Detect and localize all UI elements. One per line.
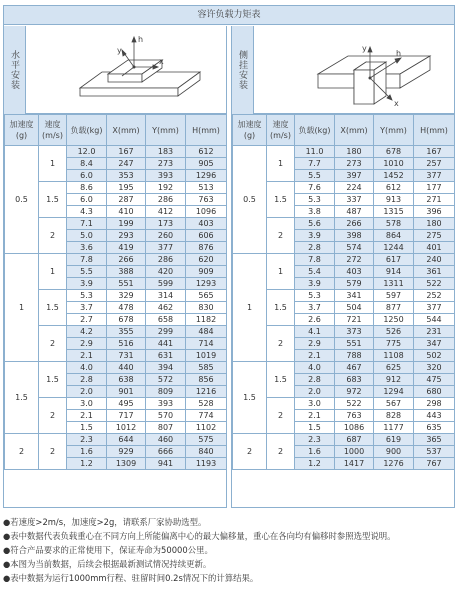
note-item: ●表中数据代表负载重心在不同方向上所能偏离中心的最大偏移量，重心在各向均有偏移时参照选型说明。	[3, 531, 396, 541]
x-cell: 287	[107, 194, 146, 206]
x-cell: 1086	[335, 422, 374, 434]
table-row	[233, 254, 455, 266]
table-row	[233, 434, 455, 446]
speed-cell: 1	[39, 146, 67, 182]
table-row	[5, 290, 227, 302]
load-cell: 4.3	[67, 206, 107, 218]
h-cell: 635	[414, 422, 455, 434]
h-cell: 544	[414, 314, 455, 326]
h-cell: 502	[414, 350, 455, 362]
x-cell: 410	[107, 206, 146, 218]
x-cell: 763	[335, 410, 374, 422]
y-cell: 877	[374, 302, 414, 314]
table-row	[233, 218, 455, 230]
table-row	[5, 362, 227, 374]
h-cell: 767	[414, 458, 455, 470]
h-cell: 714	[186, 338, 227, 350]
x-cell: 1000	[335, 446, 374, 458]
x-cell: 495	[107, 398, 146, 410]
speed-cell: 2	[267, 434, 295, 470]
h-cell: 763	[186, 194, 227, 206]
load-cell: 7.8	[67, 254, 107, 266]
x-cell: 224	[335, 182, 374, 194]
y-cell: 912	[374, 374, 414, 386]
load-cell: 2.1	[67, 350, 107, 362]
speed-cell: 1.5	[39, 182, 67, 218]
y-cell: 1108	[374, 350, 414, 362]
accel-cell: 2	[5, 434, 39, 470]
h-cell: 475	[414, 374, 455, 386]
load-cell: 5.5	[67, 266, 107, 278]
y-cell: 1311	[374, 278, 414, 290]
speed-cell: 1.5	[267, 290, 295, 326]
y-cell: 678	[374, 146, 414, 158]
load-cell: 5.4	[295, 266, 335, 278]
x-cell: 373	[335, 326, 374, 338]
x-cell: 266	[107, 254, 146, 266]
col-h: H(mm)	[186, 115, 227, 146]
col-x: X(mm)	[107, 115, 146, 146]
load-cell: 3.8	[295, 206, 335, 218]
horizontal-mount-label: 水平安装	[4, 26, 26, 114]
y-cell: 1315	[374, 206, 414, 218]
y-cell: 599	[146, 278, 186, 290]
h-cell: 484	[186, 326, 227, 338]
h-cell: 377	[414, 302, 455, 314]
load-cell: 3.7	[67, 302, 107, 314]
x-cell: 467	[335, 362, 374, 374]
h-cell: 275	[414, 230, 455, 242]
load-cell: 2.9	[295, 338, 335, 350]
table-row	[233, 182, 455, 194]
horizontal-mount-panel	[4, 26, 226, 508]
h-cell: 377	[414, 170, 455, 182]
y-cell: 941	[146, 458, 186, 470]
speed-cell: 2	[39, 398, 67, 434]
table-row	[5, 182, 227, 194]
y-cell: 460	[146, 434, 186, 446]
h-cell: 320	[414, 362, 455, 374]
x-cell: 551	[335, 338, 374, 350]
x-axis-label: x	[159, 57, 164, 66]
y-cell: 900	[374, 446, 414, 458]
table-row	[5, 218, 227, 230]
y-cell: 393	[146, 170, 186, 182]
x-cell: 721	[335, 314, 374, 326]
load-cell: 7.6	[295, 182, 335, 194]
load-cell: 4.2	[67, 326, 107, 338]
x-cell: 1012	[107, 422, 146, 434]
y-cell: 913	[374, 194, 414, 206]
load-cell: 11.0	[295, 146, 335, 158]
x-cell: 388	[107, 266, 146, 278]
col-y: Y(mm)	[146, 115, 186, 146]
h-cell: 403	[186, 218, 227, 230]
y-cell: 666	[146, 446, 186, 458]
horizontal-mount-diagram	[30, 26, 226, 114]
x-cell: 293	[107, 230, 146, 242]
x-cell: 341	[335, 290, 374, 302]
x-cell: 717	[107, 410, 146, 422]
col-load: 负载(kg)	[295, 115, 335, 146]
note-item: ●若速度>2m/s，加速度>2g，请联系厂家协助选型。	[3, 517, 207, 527]
x-cell: 355	[107, 326, 146, 338]
load-cell: 1.6	[67, 446, 107, 458]
x-cell: 551	[107, 278, 146, 290]
accel-cell: 1.5	[5, 362, 39, 434]
col-load: 负载(kg)	[67, 115, 107, 146]
col-speed: 速度 (m/s)	[267, 115, 295, 146]
x-cell: 683	[335, 374, 374, 386]
load-cell: 3.9	[67, 278, 107, 290]
y-cell: 1250	[374, 314, 414, 326]
load-cell: 2.1	[67, 410, 107, 422]
load-cell: 2.8	[67, 374, 107, 386]
table-row	[5, 398, 227, 410]
h-cell: 240	[414, 254, 455, 266]
h-cell: 513	[186, 182, 227, 194]
h-cell: 537	[414, 446, 455, 458]
x-cell: 167	[107, 146, 146, 158]
load-cell: 3.0	[67, 398, 107, 410]
load-cell: 12.0	[67, 146, 107, 158]
speed-cell: 1	[267, 254, 295, 290]
speed-cell: 2	[39, 434, 67, 470]
x-cell: 972	[335, 386, 374, 398]
load-cell: 5.3	[295, 194, 335, 206]
y-cell: 1244	[374, 242, 414, 254]
load-cell: 4.1	[295, 326, 335, 338]
load-cell: 6.0	[67, 170, 107, 182]
x-cell: 929	[107, 446, 146, 458]
x-cell: 419	[107, 242, 146, 254]
load-cell: 2.1	[295, 350, 335, 362]
x-cell: 574	[335, 242, 374, 254]
x-cell: 247	[107, 158, 146, 170]
y-cell: 625	[374, 362, 414, 374]
h-cell: 680	[414, 386, 455, 398]
col-h: H(mm)	[414, 115, 455, 146]
load-cell: 1.2	[67, 458, 107, 470]
accel-cell: 1.5	[233, 362, 267, 434]
h-cell: 1293	[186, 278, 227, 290]
table-row	[233, 326, 455, 338]
load-cell: 3.9	[295, 278, 335, 290]
x-cell: 337	[335, 194, 374, 206]
y-cell: 393	[146, 398, 186, 410]
h-axis-label: h	[396, 49, 402, 58]
col-accel: 加速度 (g)	[5, 115, 39, 146]
load-cell: 7.8	[295, 254, 335, 266]
x-cell: 478	[107, 302, 146, 314]
x-cell: 397	[335, 170, 374, 182]
x-axis-label: x	[394, 99, 399, 108]
load-cell: 1.5	[67, 422, 107, 434]
x-cell: 522	[335, 398, 374, 410]
y-cell: 809	[146, 386, 186, 398]
load-cell: 4.0	[295, 362, 335, 374]
side-mount-header	[232, 26, 454, 114]
h-cell: 830	[186, 302, 227, 314]
x-cell: 266	[335, 218, 374, 230]
h-cell: 774	[186, 410, 227, 422]
y-cell: 412	[146, 206, 186, 218]
h-cell: 856	[186, 374, 227, 386]
y-cell: 914	[374, 266, 414, 278]
y-cell: 1276	[374, 458, 414, 470]
h-cell: 231	[414, 326, 455, 338]
load-cell: 2.3	[67, 434, 107, 446]
load-cell: 2.1	[295, 410, 335, 422]
y-cell: 619	[374, 434, 414, 446]
x-cell: 487	[335, 206, 374, 218]
y-cell: 526	[374, 326, 414, 338]
x-cell: 440	[107, 362, 146, 374]
y-cell: 299	[146, 326, 186, 338]
accel-cell: 1	[233, 254, 267, 362]
y-cell: 1010	[374, 158, 414, 170]
x-cell: 403	[335, 266, 374, 278]
load-cell: 3.9	[295, 230, 335, 242]
y-cell: 578	[374, 218, 414, 230]
horizontal-mount-header	[4, 26, 226, 114]
load-cell: 7.1	[67, 218, 107, 230]
h-cell: 840	[186, 446, 227, 458]
x-cell: 398	[335, 230, 374, 242]
h-cell: 1216	[186, 386, 227, 398]
accel-cell: 2	[233, 434, 267, 470]
load-cell: 5.5	[295, 170, 335, 182]
speed-cell: 1.5	[39, 362, 67, 398]
load-moment-sheet	[3, 5, 455, 508]
y-cell: 1452	[374, 170, 414, 182]
y-cell: 286	[146, 254, 186, 266]
load-cell: 1.5	[295, 422, 335, 434]
h-cell: 167	[414, 146, 455, 158]
table-row	[5, 146, 227, 158]
load-cell: 1.2	[295, 458, 335, 470]
accel-cell: 0.5	[5, 146, 39, 254]
y-cell: 617	[374, 254, 414, 266]
h-cell: 1096	[186, 206, 227, 218]
y-cell: 420	[146, 266, 186, 278]
y-cell: 658	[146, 314, 186, 326]
h-cell: 257	[414, 158, 455, 170]
h-cell: 443	[414, 410, 455, 422]
load-cell: 6.0	[67, 194, 107, 206]
table-row	[5, 254, 227, 266]
h-cell: 909	[186, 266, 227, 278]
table-row	[233, 398, 455, 410]
col-y: Y(mm)	[374, 115, 414, 146]
y-cell: 273	[146, 158, 186, 170]
h-cell: 1019	[186, 350, 227, 362]
h-cell: 620	[186, 254, 227, 266]
x-cell: 1417	[335, 458, 374, 470]
h-cell: 528	[186, 398, 227, 410]
y-cell: 572	[146, 374, 186, 386]
h-axis-label: h	[138, 35, 144, 44]
accel-cell: 0.5	[233, 146, 267, 254]
x-cell: 516	[107, 338, 146, 350]
load-cell: 4.0	[67, 362, 107, 374]
load-cell: 5.3	[295, 290, 335, 302]
h-cell: 905	[186, 158, 227, 170]
h-cell: 252	[414, 290, 455, 302]
load-cell: 1.6	[295, 446, 335, 458]
y-cell: 394	[146, 362, 186, 374]
x-cell: 199	[107, 218, 146, 230]
side-mount-diagram	[258, 26, 454, 114]
load-cell: 7.7	[295, 158, 335, 170]
h-cell: 365	[414, 434, 455, 446]
y-axis-label: y	[117, 46, 122, 55]
x-cell: 901	[107, 386, 146, 398]
load-cell: 2.9	[67, 338, 107, 350]
speed-cell: 1	[39, 254, 67, 290]
load-cell: 2.8	[295, 374, 335, 386]
notes-list	[3, 515, 457, 585]
x-cell: 353	[107, 170, 146, 182]
y-cell: 864	[374, 230, 414, 242]
h-cell: 396	[414, 206, 455, 218]
table-row	[233, 362, 455, 374]
load-cell: 2.0	[67, 386, 107, 398]
load-cell: 5.3	[67, 290, 107, 302]
x-cell: 180	[335, 146, 374, 158]
h-cell: 565	[186, 290, 227, 302]
y-cell: 807	[146, 422, 186, 434]
note-item: ●本图为当前数据，后续会根据最新测试情况持续更新。	[3, 559, 212, 569]
speed-cell: 1.5	[267, 362, 295, 398]
y-axis-label: y	[362, 44, 367, 53]
speed-cell: 2	[39, 326, 67, 362]
x-cell: 788	[335, 350, 374, 362]
h-cell: 612	[186, 146, 227, 158]
col-accel: 加速度 (g)	[233, 115, 267, 146]
side-mount-panel	[232, 26, 454, 508]
y-cell: 260	[146, 230, 186, 242]
y-cell: 462	[146, 302, 186, 314]
load-cell: 5.0	[67, 230, 107, 242]
y-cell: 314	[146, 290, 186, 302]
y-cell: 567	[374, 398, 414, 410]
x-cell: 195	[107, 182, 146, 194]
load-cell: 2.6	[295, 314, 335, 326]
table-row	[5, 434, 227, 446]
side-mount-label: 侧挂安装	[232, 26, 254, 114]
load-cell: 2.7	[67, 314, 107, 326]
y-cell: 441	[146, 338, 186, 350]
y-cell: 775	[374, 338, 414, 350]
h-cell: 271	[414, 194, 455, 206]
speed-cell: 2	[39, 218, 67, 254]
speed-cell: 1.5	[39, 290, 67, 326]
y-cell: 612	[374, 182, 414, 194]
load-cell: 2.0	[295, 386, 335, 398]
h-cell: 876	[186, 242, 227, 254]
x-cell: 504	[335, 302, 374, 314]
col-speed: 速度 (m/s)	[39, 115, 67, 146]
load-cell: 3.6	[67, 242, 107, 254]
h-cell: 177	[414, 182, 455, 194]
h-cell: 585	[186, 362, 227, 374]
x-cell: 638	[107, 374, 146, 386]
y-cell: 1294	[374, 386, 414, 398]
y-cell: 173	[146, 218, 186, 230]
load-cell: 8.4	[67, 158, 107, 170]
load-cell: 3.7	[295, 302, 335, 314]
speed-cell: 2	[267, 218, 295, 254]
x-cell: 273	[335, 158, 374, 170]
load-cell: 5.6	[295, 218, 335, 230]
col-x: X(mm)	[335, 115, 374, 146]
h-cell: 1193	[186, 458, 227, 470]
h-cell: 401	[414, 242, 455, 254]
x-cell: 579	[335, 278, 374, 290]
sheet-title: 容许负载力矩表	[4, 6, 454, 25]
x-cell: 644	[107, 434, 146, 446]
table-row	[233, 290, 455, 302]
speed-cell: 1	[267, 146, 295, 182]
h-cell: 298	[414, 398, 455, 410]
h-cell: 606	[186, 230, 227, 242]
y-cell: 828	[374, 410, 414, 422]
y-cell: 1177	[374, 422, 414, 434]
load-cell: 2.8	[295, 242, 335, 254]
x-cell: 1309	[107, 458, 146, 470]
y-cell: 631	[146, 350, 186, 362]
x-cell: 731	[107, 350, 146, 362]
load-cell: 2.3	[295, 434, 335, 446]
note-item: ●表中数据为运行1000mm行程、驻留时间0.2s情况下的计算结果。	[3, 573, 259, 583]
table-row	[233, 146, 455, 158]
x-cell: 687	[335, 434, 374, 446]
x-cell: 329	[107, 290, 146, 302]
speed-cell: 2	[267, 398, 295, 434]
x-cell: 272	[335, 254, 374, 266]
h-cell: 347	[414, 338, 455, 350]
speed-cell: 2	[267, 326, 295, 362]
y-cell: 286	[146, 194, 186, 206]
horizontal-load-table	[4, 114, 227, 470]
h-cell: 522	[414, 278, 455, 290]
table-row	[5, 326, 227, 338]
h-cell: 1182	[186, 314, 227, 326]
load-cell: 3.0	[295, 398, 335, 410]
load-cell: 8.6	[67, 182, 107, 194]
accel-cell: 1	[5, 254, 39, 362]
h-cell: 180	[414, 218, 455, 230]
y-cell: 377	[146, 242, 186, 254]
x-cell: 678	[107, 314, 146, 326]
h-cell: 1102	[186, 422, 227, 434]
note-item: ●符合产品要求的正常使用下，保证寿命为50000公里。	[3, 545, 213, 555]
side-load-table	[232, 114, 455, 470]
h-cell: 361	[414, 266, 455, 278]
h-cell: 575	[186, 434, 227, 446]
y-cell: 183	[146, 146, 186, 158]
speed-cell: 1.5	[267, 182, 295, 218]
y-cell: 597	[374, 290, 414, 302]
y-cell: 192	[146, 182, 186, 194]
y-cell: 570	[146, 410, 186, 422]
h-cell: 1296	[186, 170, 227, 182]
